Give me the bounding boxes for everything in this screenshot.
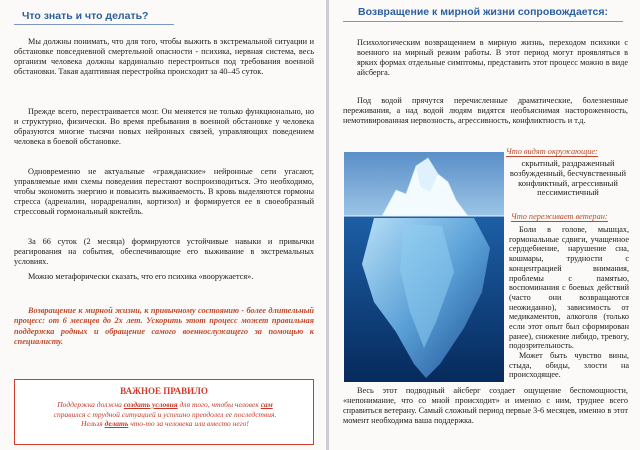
rule-text-emph: создать условия xyxy=(123,400,178,409)
iceberg-image xyxy=(344,152,504,382)
rule-text xyxy=(25,400,305,429)
important-rule-box xyxy=(14,379,314,445)
rule-text-part: Нельзя xyxy=(81,419,105,428)
rule-text-part: Поддержка должна xyxy=(57,400,124,409)
left-paragraph-3: Одновременно не актуальные «гражданские» нейронные сети угасают, управляемые ими схемы поведения перестают воспроизводиться. Это необходимо, чтобы экономить энергию и повысить выживаемость. В кровь выделяются гормоны стресса (адреналин, норадреналин, кортизол) и формируется ее в своеобразный стрессовый гормональный коктейль. xyxy=(14,167,314,216)
seen-list xyxy=(505,159,631,198)
right-closing: Весь этот подводный айсберг создает ощущение беспомощности, «непонимание, что со мной происходит» и именно с ним, труднее всего справиться ветерану. Самый сложный период первые 3-6 месяцев, именно в этот момент необходима ваша поддержка. xyxy=(343,386,628,425)
felt-caption: Что переживает ветеран: xyxy=(511,212,608,221)
seen-item: пессимистичный xyxy=(537,187,599,198)
rule-text-part: что-то за человека или вместо него! xyxy=(128,419,249,428)
right-intro: Психологическим возвращением в мирную жизнь, переходом психики с военного на мирный режим работы. В этот период могут проявляться в ярких формах отдельные симптомы, представить этот процесс можно в виде айсберга. xyxy=(357,38,628,77)
left-emphasis: Возвращение к мирной жизни, к привычному состоянию - более длительный процесс: от 6 месяцев до 2х лет. Ускорить этот процесс может правильная поддержка родных и обращение самого военнослужащего за помощью к специалисту. xyxy=(14,306,314,347)
left-paragraph-4: За 66 суток (2 месяца) формируются устойчивые навыки и привычки реагирования на события, обеспечивающие его выживание в экстремальных условиях. xyxy=(14,237,314,266)
rule-text-emph: делать xyxy=(104,419,129,428)
left-paragraph-2: Прежде всего, перестраивается мозг. Он меняется не только функционально, но и структурно, физически. Во время пребывания в военной обстановке у человека образуются многие тысячи новых нейронных связей, управляющих поведением человека в боевой обстановке. xyxy=(14,107,314,146)
left-heading: Что знать и что делать? xyxy=(14,8,174,25)
rule-text-emph: сам xyxy=(260,400,273,409)
felt-text-2: Может быть чувство вины, стыда, обиды, злости на происходящее. xyxy=(509,351,629,380)
rule-text-part: для того, чтобы человек xyxy=(177,400,261,409)
seen-item: скрытный, раздраженный xyxy=(521,158,615,168)
seen-item: возбужденный, бесчувственный xyxy=(509,167,627,178)
right-page xyxy=(329,0,640,450)
seen-item: конфликтный, агрессивный xyxy=(518,177,618,188)
right-heading: Возвращение к мирной жизни сопровождается: xyxy=(343,6,623,22)
seen-caption: Что видят окружающие: xyxy=(506,147,598,156)
left-paragraph-1: Мы должны понимать, что для того, чтобы выжить в экстремальной ситуации и обстановке повседневной смертельной опасности - психика, нервная система, весь организм человека должны кардинально перестроиться под требования военной обстановки. Такая адаптивная перестройка происходит за 40–45 суток. xyxy=(14,37,314,76)
right-under-water: Под водой прячутся перечисленные драматические, болезненные переживания, а над водой людям видятся необъяснимая настороженность, немотивированная нервозность, агрессивность, конфликтность и т.д. xyxy=(343,96,628,125)
rule-title: ВАЖНОЕ ПРАВИЛО xyxy=(120,386,208,396)
left-paragraph-5: Можно метафорически сказать, что его психика «вооружается». xyxy=(28,272,254,281)
felt-text: Боли в голове, мышцах, гормональные сдвиги, учащенное сердцебиение, нарушение сна, кошмары, трудности с концентрацией внимания, проблемы с памятью, воспоминания с боевых действий (часто они возвращаются неожиданно), зависимость от медикаментов, алкоголя (только если этот опыт был сформирован ранее), снижение либидо, тревогу, подозрительность. xyxy=(509,225,629,351)
rule-text-part: справился с трудной ситуацией и успешно преодолел ее последствия. xyxy=(53,409,277,419)
